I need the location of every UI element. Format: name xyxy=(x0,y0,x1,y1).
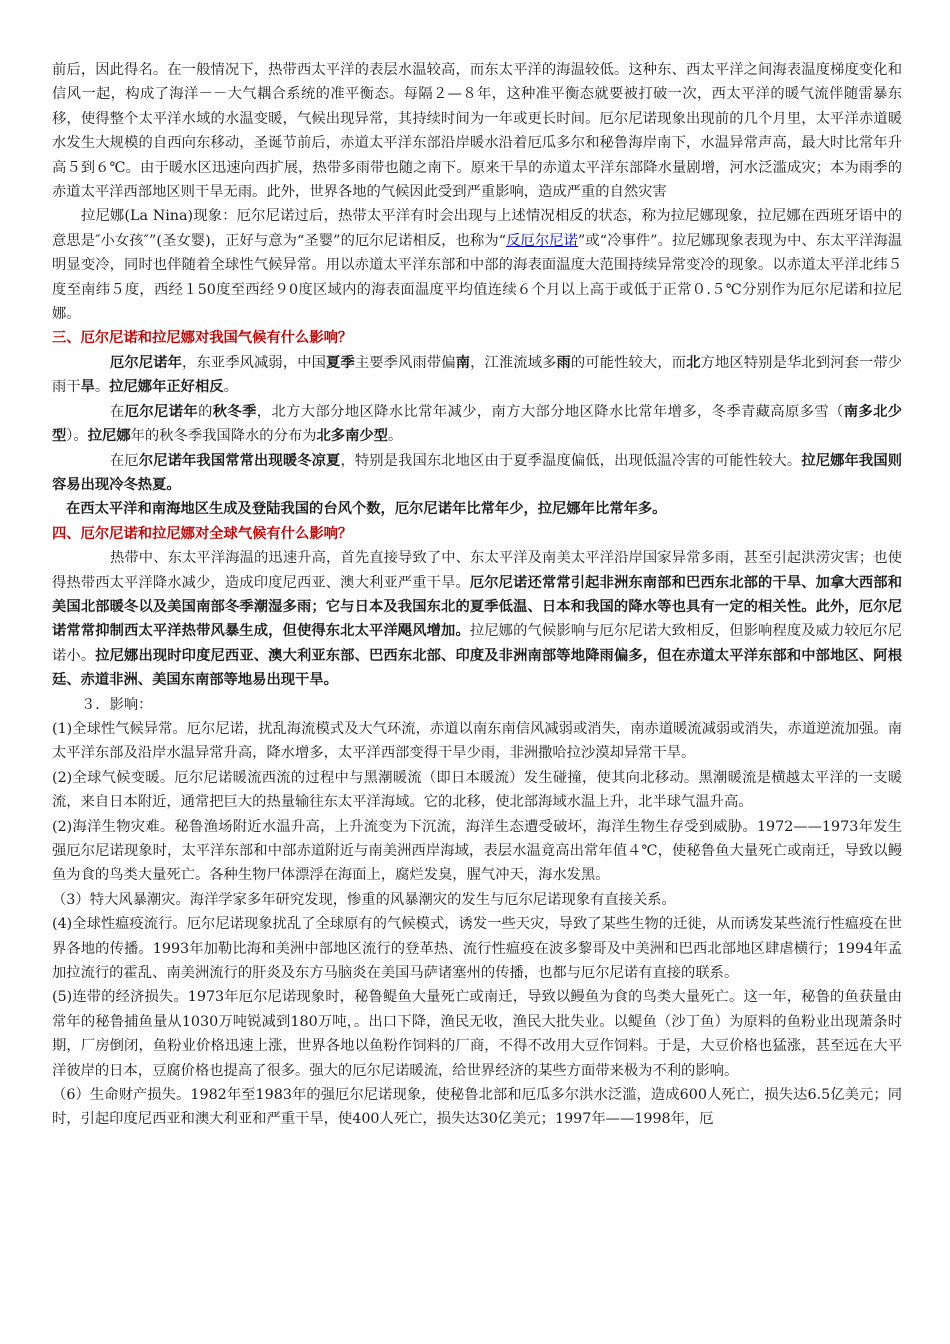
text: 方地区特别是华北到河套一带少雨干 xyxy=(52,354,903,396)
bold-text: 尔尼诺年我国常常出现暖冬凉夏 xyxy=(138,452,341,469)
impact-item-5: (4)全球性瘟疫流行。厄尔尼诺现象扰乱了全球原有的气候模式，诱发一些天灾，导致了某些生物的迁徙，从而诱发某些流行性瘟疫在世界各地的传播。1993年加勒比海和美洲中部地区流行的登革热、流行性瘟疫在波多黎哥及中美洲和巴西北部地区肆虐横行；1994年孟加拉流行的霍乱、南美洲流行的肝炎及东方马脑炎在美国马萨诸塞州的传播，也都与厄尔尼诺有直接的联系。 xyxy=(52,916,902,982)
bold-text: 北 xyxy=(686,354,701,371)
bold-text: 南多北少型 xyxy=(52,403,903,445)
impact-item-6: (5)连带的经济损失。1973年厄尔尼诺现象时，秘鲁鳀鱼大量死亡或南迁，导致以鳗鱼为食的鸟类大量死亡。这一年，秘鲁的鱼获量由常年的秘鲁捕鱼量从1030万吨锐减到180万吨，。出口下降，渔民无收，渔民大批失业。以鳀鱼（沙丁鱼）为原料的鱼粉业出现萧条时期，厂房倒闭，鱼粉业价格迅速上涨，世界各地以鱼粉作饲料的厂商，不得不改用大豆作饲料。于是，大豆价格也猛涨，甚至远在大平洋彼岸的日本，豆腐价格也提高了很多。强大的厄尔尼诺暖流，给世界经济的某些方面带来极为不利的影响。 xyxy=(52,989,902,1079)
paragraph-china-winter-summer xyxy=(52,449,902,498)
paragraph-china-summer xyxy=(52,351,902,400)
text: ，东亚季风减弱，中国 xyxy=(182,354,327,371)
impact-item-7: （6）生命财产损失。1982年至1983年的强厄尔尼诺现象，使秘鲁北部和厄瓜多尔洪水泛滥，造成600人死亡，损失达6.5亿美元；同时，引起印度尼西亚和澳大利亚和严重干旱，使400人死亡，损失达30亿美元；1997年——1998年，厄 xyxy=(52,1087,902,1128)
text: 的 xyxy=(198,403,213,420)
text: 在厄 xyxy=(110,452,139,469)
paragraph-global-climate xyxy=(52,546,902,692)
bold-text: 厄尔尼诺年 xyxy=(124,403,199,420)
text: 热带中、东太平洋海温的迅速升高，首先直接导致了中、东太平洋及南美太平洋沿岸国家异常多雨，甚至引起洪涝灾害；也使得热带西太平洋降水减少，造成印度尼西亚、澳大利亚严重干旱。 xyxy=(52,550,902,591)
la-nina-text-a: 拉尼娜(La Nina)现象：厄尔尼诺过后，热带太平洋有时会出现与上述情况相反的状态，称为拉尼娜现象，拉尼娜在西班牙语中的意思是″小女孩″”(圣女婴)，正好与意为“圣婴”的厄尔尼诺相反，也称为“ xyxy=(52,208,902,249)
text: ，北方大部分地区降水比常年减少，南方大部分地区降水比常年增多，冬季青藏高原多雪（ xyxy=(256,403,844,420)
bold-text: 旱 xyxy=(80,379,95,396)
paragraph-el-nino-definition: 前后，因此得名。在一般情况下，热带西太平洋的表层水温较高，而东太平洋的海温较低。这种东、西太平洋之间海表温度梯度变化和信风一起，构成了海洋－－大气耦合系统的准平衡态。每隔２—８年，这种准平衡态就要被打破一次，西太平洋的暖气流伴随雷暴东移，使得整个太平洋水域的水温变暖，气候出现异常，其持续时间为一年或更长时间。厄尔尼诺现象出现前的几个月里，太平洋赤道暖水发生大规模的自西向东移动，圣诞节前后，赤道太平洋东部沿岸暖水沿着厄瓜多尔和秘鲁海岸南下，水温异常声高，最大时比常年升高５到６℃。由于暖水区迅速向西扩展，热带多雨带也随之南下。原来干旱的赤道太平洋东部降水量剧增，河水泛滥成灾；本为雨季的赤道太平洋西部地区则干旱无雨。此外，世界各地的气候因此受到严重影响，造成严重的自然灾害 xyxy=(52,62,902,201)
impact-item-2: (2)全球气候变暖。厄尔尼诺暖流西流的过程中与黑潮暖流（即日本暖流）发生碰撞，使其向北移动。黑潮暖流是横越太平洋的一支暖流，来自日本附近，通常把巨大的热量输往东太平洋海域。它的北移，使北部海域水温上升，北半球气温升高。 xyxy=(52,769,902,811)
impact-item-3: (2)海洋生物灾难。秘鲁渔场附近水温升高，上升流变为下沉流，海洋生态遭受破坏，海洋生物生存受到威胁。1972——1973年发生强厄尔尼诺现象时，太平洋东部和中部赤道附近与南美洲西岸海域，表层水温竟高出常年值４℃，使秘鲁鱼大量死亡或南迁，导致以鳗鱼为食的鸟类大量死亡。各种生物尸体漂浮在海面上，腐烂发臭，腥气冲天，海水发黑。 xyxy=(52,818,902,884)
la-nina-text-b: ”或“冷事件”。拉尼娜现象表现为中、东太平洋海温明显变冷，同时也伴随着全球性气候异常。用以赤道太平洋东部和中部的海表面温度大范围持续异常变冷的现象。以赤道太平洋北纬５度至南纬５度，西经１50度至西经９0度区域内的海表面温度平均值连续６个月以上高于或低于正常０.５℃分别作为厄尔尼诺和拉尼娜。 xyxy=(52,232,902,323)
bold-text: 雨 xyxy=(556,354,571,371)
text: ，特别是我国东北地区由于夏季温度偏低，出现低温冷害的可能性较大。 xyxy=(340,452,802,469)
section-heading-3: 三、厄尔尼诺和拉尼娜对我国气候有什么影响？ xyxy=(52,330,353,347)
bold-text: 秋冬季 xyxy=(212,403,257,420)
bold-text: 拉尼娜年正好相反 xyxy=(109,379,224,396)
text: 年的秋冬季我国降水的分布为 xyxy=(130,428,317,445)
impact-item-1: (1)全球性气候异常。厄尔尼诺，扰乱海流模式及大气环流，赤道以南东南信风减弱或消失，南赤道暖流减弱或消失，赤道逆流加强。南太平洋东部及沿岸水温异常升高，降水增多，太平洋西部变得干旱少雨，非洲撒哈拉沙漠却异常干旱。 xyxy=(52,720,902,762)
anti-el-nino-link[interactable]: 反厄尔尼诺 xyxy=(506,232,578,249)
document-page xyxy=(52,58,902,1132)
bold-text: 拉尼娜年我国则容易出现冷冬热夏。 xyxy=(52,452,903,493)
text: ，江淮流域多 xyxy=(470,354,557,371)
bold-text: 拉尼娜出现时印度尼西亚、澳大利亚东部、巴西东北部、印度及非洲南部等地降雨偏多，但在赤道太平洋东部和中部地区、阿根廷、赤道非洲、美国东南部等地易出现干旱。 xyxy=(52,647,903,689)
text: 。 xyxy=(387,428,403,445)
section-heading-4: 四、厄尔尼诺和拉尼娜对全球气候有什么影响？ xyxy=(52,525,353,542)
bold-text: 厄尔尼诺还常常引起非洲东南部和巴西东北部的干旱、加拿大西部和美国北部暖冬以及美国南部冬季潮湿多雨；它与日本及我国东北的夏季低温、日本和我国的降水等也具有一定的相关性。此外，厄尔尼诺常常抑制西太平洋热带风暴生成，但使得东北太平洋飓风增加。 xyxy=(52,574,903,640)
text: 拉尼娜的气候影响与厄尔尼诺大致相反，但影响程度及威力较厄尔尼诺小。 xyxy=(52,623,903,664)
text: 在 xyxy=(110,403,125,420)
bold-text: 南 xyxy=(455,354,471,371)
text: ）。 xyxy=(66,428,88,445)
bold-text: 厄尔尼诺年 xyxy=(110,354,183,371)
bold-text: 夏季 xyxy=(326,354,355,371)
text: 。 xyxy=(223,379,238,396)
paragraph-la-nina-definition xyxy=(52,204,902,326)
subheading-impact: ３．影响： xyxy=(81,696,153,713)
text: 。 xyxy=(94,379,110,396)
impact-item-4: （3）特大风暴潮灾。海洋学家多年研究发现，惨重的风暴潮灾的发生与厄尔尼诺现象有直接关系。 xyxy=(52,891,676,908)
bold-text: 拉尼娜 xyxy=(87,428,131,445)
text: 的可能性较大，而 xyxy=(570,354,687,371)
bold-text: 北多南少型 xyxy=(316,428,388,445)
paragraph-typhoon: 在西太平洋和南海地区生成及登陆我国的台风个数，厄尔尼诺年比常年少，拉尼娜年比常年多。 xyxy=(66,501,667,518)
paragraph-china-autumn-winter xyxy=(52,400,902,449)
text: 主要季风雨带偏 xyxy=(354,354,456,371)
